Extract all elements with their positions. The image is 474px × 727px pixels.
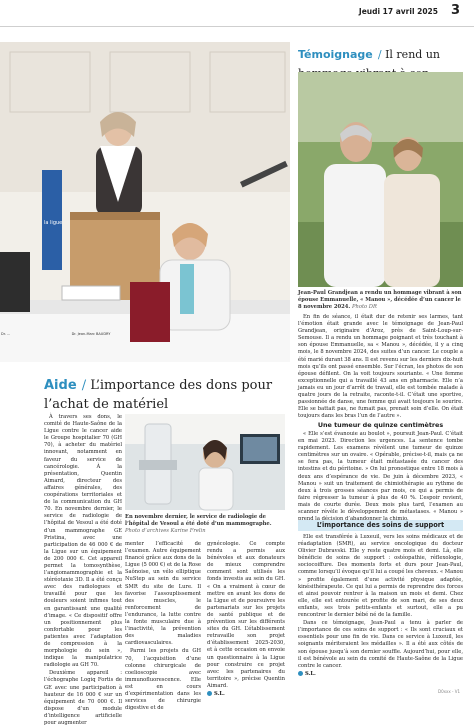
support-box-body — [298, 534, 463, 692]
couple-scene-illustration — [298, 72, 463, 287]
author-pin-icon — [207, 691, 212, 696]
aide-col2-paragraph: Parmi les projets du GH 70, l’acquisition d’une colonne chirurgicale de coelioscopie avec immunofluorescence. Elle est en cours d’expérimentation dans les services de chirurgie digestive et de — [125, 648, 201, 712]
support-paragraph: Elle est transférée à Luxeuil, vers les soins médicaux et de réadaptation (SMR), au service oncologique du docteur Olivier Dubravski. Elle y reste quatre mois et demi. Là, elle bénéficie de soins de support : ostéopathie, réflexologie, sociocoiffure. Des moments forts et durs pour Jean-Paul, comme lorsqu’il évoque qu’il lui a coupé les cheveux. « Manou » profite également d’une activité physique adaptée, kinésithérapeute. Ce qui lui a permis de reprendre des forces et ainsi pouvoir rentrer à la maison un mois et demi. Chez elle, elle est entourée et profite de son mari, de ses deux enfants, ses trois petits-enfants et surtout, elle a pu rencontrer le dernier bébé né de la famille. — [298, 534, 463, 619]
couple-photo — [298, 72, 463, 287]
aide-col2-paragraph: menter l’efficacité de l’examen. Autre équipement financé grâce aux dons de la Ligue (5 000 €) et de la Rose Saônoise, un vélo elliptique NuStep au sein du service SMR du site de Lure. Il favorise l’assouplissement des muscles, le renforcement de l’endurance, la lutte contre la fonte musculaire due à l’inactivité, la prévention des maladies cardiovasculaires. — [125, 541, 201, 647]
temoignage-paragraph: En fin de séance, il était dur de retenir ses larmes, tant l’émotion était grande avec le témoignage de Jean-Paul Grandjean, originaire d’Aroz, près de Saint-Loup-sur-Semouse. Il a rendu un hommage poignant et très touchant à son épouse Emmanuelle, sa « Manou », décédée, il y a cinq mois, le 8 novembre 2024, des suites d’un cancer. Le couple a été marié durant 38 ans. Il est revenu sur les derniers dix-huit mois qu’ils ont passé ensemble. Sur l’écran, les photos de son épouse défilent. On la voit toujours souriante. « Une femme exceptionnelle qui a travaillé 43 ans en pharmacie. Elle n’a jamais eu un jour d’arrêt de travail, elle est tombée malade à quatre jours de la retraite, raconte-t-il. C’était une sportive, passionnée de danse, une femme qui avait toujours le sourire. Elle se battait pas, ne fumait pas, prenait soin d’elle. On était toujours dans les bras l’un de l’autre ». — [298, 314, 463, 420]
temoignage-kicker: Témoignage — [298, 48, 373, 61]
page-number: 3 — [450, 3, 460, 18]
aide-headline — [44, 374, 284, 412]
temoignage-title: Il rend un — [385, 48, 440, 61]
ligue-badge: la ligue — [44, 220, 63, 226]
mammography-caption-text: En novembre dernier, le service de radiologie de l’hôpital de Vesoul a été doté d’un mammographe. — [125, 514, 272, 527]
temoignage-signature: S.L. — [298, 671, 463, 678]
temoignage-body — [298, 314, 463, 419]
aide-column-1 — [44, 414, 122, 727]
couple-caption — [298, 290, 463, 310]
couple-caption-text: Jean-Paul Grandjean a rendu un hommage vibrant à son épouse Emmanuelle, « Manou », décédée d’un cancer le 8 novembre 2024. — [298, 290, 462, 310]
nameplate-right: Dr. Jean-Marc BAUDRY — [71, 332, 111, 336]
aide-column-3 — [207, 541, 285, 696]
nameplate-left: Dr. ... — [1, 332, 11, 336]
mammography-photo — [125, 414, 285, 510]
temoignage-paragraph: « Elle s’est évanouie au boulot », poursuit Jean-Paul. C’était en mai 2023. Direction les urgences. La sentence tombe rapidement. Les examens révèlent une tumeur de quinze centimètres sur un ovaire. « Opérable, précise-t-il, mais ça ne se fera pas, la tumeur était métastasée du cancer des intestins et du péritoine. » On lui pronostique entre 18 mois à deux ans d’espérance de vie. De juin à décembre 2023, « Manou » suit un traitement de chimiothérapie au rythme de deux à trois grosses séances par mois, ce qui a permis de faire régresser la tumeur à plus de 40 %. L’espoir revient, mais de courte durée. Deux mois plus tard, l’examen au scanner révèle le développement de métastases. « Manou » — [298, 431, 463, 516]
aide-col1-paragraph: Deuxième appareil : l’échographe Logiq Fortis de GE avec une participation à hauteur de 16 000 € sur un équipement de 70 000 €. Il dispose d’un module d’intelligence artificielle pour augmenter — [44, 670, 122, 727]
couple-photo-credit: Photo DR — [351, 303, 377, 310]
support-box-header: L’importance des soins de support — [298, 520, 463, 531]
aide-col3-paragraph: gynécologie. Ce compte rendu a permis aux bénévoles et aux donateurs de mieux comprendre comment sont utilisés les fonds investis au sein du GH. « On a vraiment à cœur de mettre en avant les dons de la Ligue et de poursuivre les partenariats sur les projets de santé publique et de prévention sur les différents sites du GH. L’établissement retravaille son projet d’établissement 2025-2030, et à cette occasion on envoie un questionnaire à la Ligue pour construire ce projet avec les partenaires du territoire », précise Quentin Aimard. — [207, 541, 285, 689]
meeting-scene-illustration — [0, 42, 290, 362]
aide-column-2 — [125, 541, 201, 712]
support-paragraph: Dans ce témoignage, Jean-Paul a tenu à parler de l’importance de ces soins de support : « Ils sont cruciaux et essentiels pour une fin de vie. Dans ce service à Luxeuil, les soignants mériteraient les médailles ». Il a été aux côtés de son épouse jusqu’à son dernier souffle. Aujourd’hui, pour elle, il est bénévole au sein du comité de Haute-Saône de la Ligue contre le cancer. — [298, 620, 463, 669]
author-pin-icon — [298, 671, 303, 676]
temoignage-body-2 — [298, 431, 463, 515]
aide-col1-paragraph: À travers ses dons, le comité de Haute-Saône de la Ligue contre le cancer aide le Groupe hospitalier 70 (GH 70), à acheter du matériel innovant, notamment en faveur du service de cancérologie. À la présentation, Quentin Aimard, directeur des affaires générales, des coopérations territoriales et de la communication du GH 70. En novembre dernier, le service de radiologie de l’hôpital de Vesoul a été doté d’un mammographe GE Pristina, avec une participation de 46 000 € de la Ligue sur un équipement de 200 000 €. Cet appareil permet la tomosynthèse, l’angiomammographie et la stéréotaxie 3D. Il a été conçu avec des radiologues et travaillé pour que les douleurs soient infimes tout en garantissant une qualité d’image. « Ce dispositif offre un positionnement plus confortable pour les patientes avec l’adaptation de compression à la morphologie du sein », indique la manipulatrice radiologie au GH 70. — [44, 414, 122, 669]
main-photo — [0, 42, 290, 362]
aide-title: L’importance des dons pour l’achat de matériel — [44, 378, 273, 412]
temoignage-intertitle: Une tumeur de quinze centimètres — [317, 421, 444, 429]
mammography-photo-credit: Photo d’archives Karine Frelin — [125, 527, 206, 534]
aide-kicker-separator: / — [81, 378, 91, 393]
header-date: Jeudi 17 avril 2025 — [358, 7, 438, 16]
mammography-scene-illustration — [125, 414, 285, 510]
temoignage-kicker-separator: / — [377, 48, 386, 61]
aide-kicker: Aide — [44, 378, 77, 393]
mammography-caption — [125, 514, 285, 534]
footer-code: D0xxx - V1 — [438, 689, 460, 694]
aide-signature: S.L. — [207, 691, 285, 698]
